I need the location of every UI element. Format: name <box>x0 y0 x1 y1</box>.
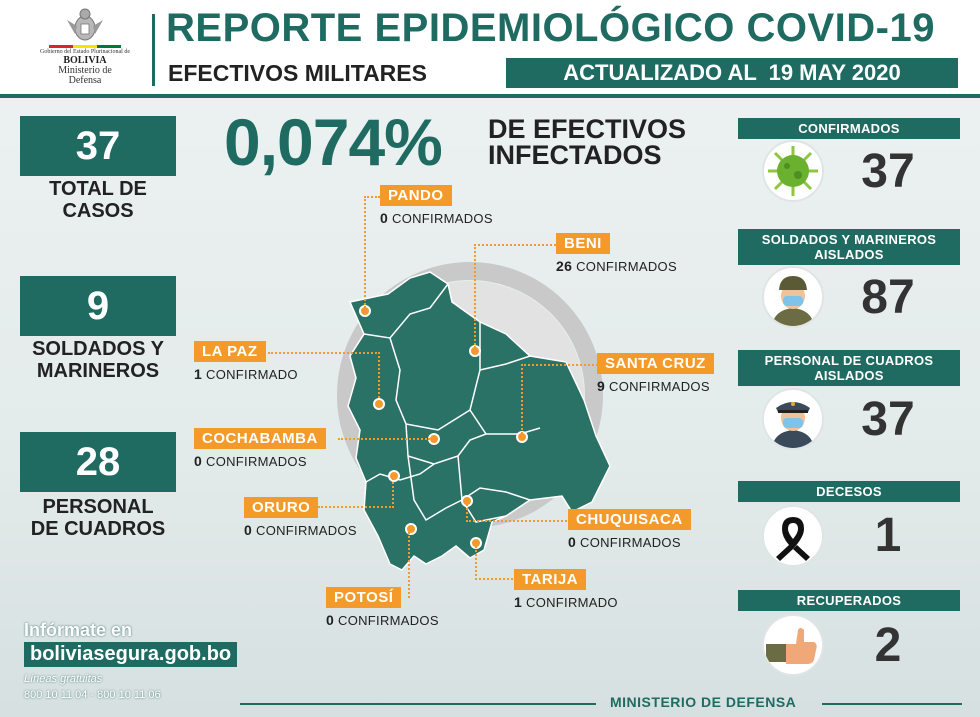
region-chuquisaca-count-value: 0 <box>568 534 577 550</box>
total-cases-label <box>10 178 186 222</box>
region-potosi <box>326 589 439 628</box>
region-pando-count-value: 0 <box>380 210 389 226</box>
isolated-cadre-value: 37 <box>861 393 915 446</box>
virus-icon <box>762 140 824 202</box>
region-santa-cruz-count-value: 9 <box>597 378 606 394</box>
region-pando-name: PANDO <box>380 185 452 206</box>
region-tarija-count-value: 1 <box>514 594 523 610</box>
leader-potosi <box>408 528 410 598</box>
infected-label-1: DE EFECTIVOS <box>488 114 687 144</box>
region-potosi-count-suffix: CONFIRMADOS <box>338 613 439 628</box>
confirmed-header-text: CONFIRMADOS <box>798 121 900 136</box>
region-potosi-count-value: 0 <box>326 612 335 628</box>
region-oruro <box>244 499 357 538</box>
phones-label: Líneas gratuitas <box>24 673 103 685</box>
region-cochabamba <box>194 430 326 469</box>
logo-line-4: Defensa <box>68 75 102 86</box>
confirmed-header <box>738 118 960 139</box>
region-beni-count-value: 26 <box>556 258 573 274</box>
region-chuquisaca-count <box>568 534 691 550</box>
region-potosi-name: POTOSÍ <box>326 587 401 608</box>
region-santa-cruz-count <box>597 378 714 394</box>
region-la-paz-name: LA PAZ <box>194 341 266 362</box>
infected-percent: 0,074% <box>224 105 442 179</box>
region-cochabamba-name: COCHABAMBA <box>194 428 326 449</box>
region-chuquisaca-count-suffix: CONFIRMADOS <box>580 535 681 550</box>
region-tarija <box>514 571 618 610</box>
isolated-soldiers-header-1: SOLDADOS Y MARINEROS <box>761 232 937 247</box>
region-cochabamba-count <box>194 453 326 469</box>
region-potosi-count <box>326 612 439 628</box>
leader-beni <box>474 244 560 348</box>
website-link[interactable]: boliviasegura.gob.bo <box>24 642 237 667</box>
recovered-header <box>738 590 960 611</box>
coat-of-arms-icon <box>65 8 105 44</box>
region-santa-cruz-name: SANTA CRUZ <box>597 353 714 374</box>
leader-cochabamba <box>338 438 430 440</box>
region-beni-count <box>556 258 677 274</box>
region-la-paz <box>194 343 298 382</box>
cadre-label-1: PERSONAL <box>42 496 154 518</box>
updated-badge: ACTUALIZADO AL 19 MAY 2020 <box>506 58 958 88</box>
region-cochabamba-count-value: 0 <box>194 453 203 469</box>
region-pando-count-suffix: CONFIRMADOS <box>392 211 493 226</box>
masked-soldier-icon <box>762 266 824 328</box>
cadre-value: 28 <box>20 432 176 492</box>
logo-line-3: Ministerio de <box>58 65 112 76</box>
region-oruro-count <box>244 522 357 538</box>
region-beni-name: BENI <box>556 233 610 254</box>
region-beni-count-suffix: CONFIRMADOS <box>576 259 677 274</box>
isolated-soldiers-header-2: AISLADOS <box>814 247 884 262</box>
region-pando <box>380 187 493 226</box>
footer-rule-right <box>822 703 962 705</box>
total-cases-label-2: CASOS <box>62 200 134 222</box>
region-oruro-count-value: 0 <box>244 522 253 538</box>
ministry-logo <box>30 8 140 90</box>
info-line: Infórmate en <box>24 620 133 640</box>
region-chuquisaca-name: CHUQUISACA <box>568 509 691 530</box>
region-chuquisaca <box>568 511 691 550</box>
phones: 800 10 11 04 - 800 10 11 06 <box>24 689 161 701</box>
footer-ministry: MINISTERIO DE DEFENSA <box>610 694 797 710</box>
isolated-cadre-header-1: PERSONAL DE CUADROS <box>764 353 934 368</box>
isolated-soldiers-header <box>738 229 960 265</box>
thumbs-up-icon <box>762 614 824 676</box>
dot-potosi <box>405 523 417 535</box>
region-beni <box>556 235 677 274</box>
leader-pando <box>364 196 380 308</box>
logo-line-1: Gobierno del Estado Plurinacional de <box>40 49 130 55</box>
recovered-value: 2 <box>874 619 902 672</box>
total-cases-value: 37 <box>20 116 176 176</box>
recovered-header-text: RECUPERADOS <box>796 593 902 608</box>
region-oruro-count-suffix: CONFIRMADOS <box>256 523 357 538</box>
isolated-cadre-header-2: AISLADOS <box>814 368 884 383</box>
region-la-paz-count-value: 1 <box>194 366 203 382</box>
confirmed-value: 37 <box>861 145 915 198</box>
page-subtitle: EFECTIVOS MILITARES <box>168 60 427 86</box>
soldiers-label-1: SOLDADOS Y <box>32 338 164 360</box>
footer-rule-left <box>240 703 596 705</box>
leader-tarija <box>475 542 517 580</box>
infected-label-2: INFECTADOS <box>488 140 662 170</box>
deaths-header <box>738 481 960 502</box>
region-tarija-count-suffix: CONFIRMADO <box>526 595 618 610</box>
header-divider <box>152 14 155 86</box>
leader-santa-cruz <box>521 364 601 434</box>
total-cases-label-1: TOTAL DE <box>49 178 147 200</box>
region-la-paz-count-suffix: CONFIRMADO <box>206 367 298 382</box>
region-tarija-name: TARIJA <box>514 569 586 590</box>
soldiers-label <box>10 338 186 382</box>
isolated-soldiers-value: 87 <box>861 271 915 324</box>
region-santa-cruz-count-suffix: CONFIRMADOS <box>609 379 710 394</box>
mourning-ribbon-icon <box>762 505 824 567</box>
region-tarija-count <box>514 594 618 610</box>
region-la-paz-count <box>194 366 298 382</box>
cadre-label-2: DE CUADROS <box>30 518 166 540</box>
leader-chuquisaca <box>466 500 570 522</box>
page-title: REPORTE EPIDEMIOLÓGICO COVID-19 <box>166 6 935 50</box>
soldiers-value: 9 <box>20 276 176 336</box>
isolated-cadre-header <box>738 350 960 386</box>
soldiers-label-2: MARINEROS <box>36 360 160 382</box>
region-oruro-name: ORURO <box>244 497 318 518</box>
deaths-header-text: DECESOS <box>816 484 882 499</box>
logo-line-2: BOLIVIA <box>63 55 107 66</box>
region-pando-count <box>380 210 493 226</box>
cadre-label <box>10 496 186 540</box>
region-cochabamba-count-suffix: CONFIRMADOS <box>206 454 307 469</box>
header-underline <box>0 94 980 98</box>
region-santa-cruz <box>597 355 714 394</box>
deaths-value: 1 <box>874 509 902 562</box>
masked-officer-icon <box>762 388 824 450</box>
